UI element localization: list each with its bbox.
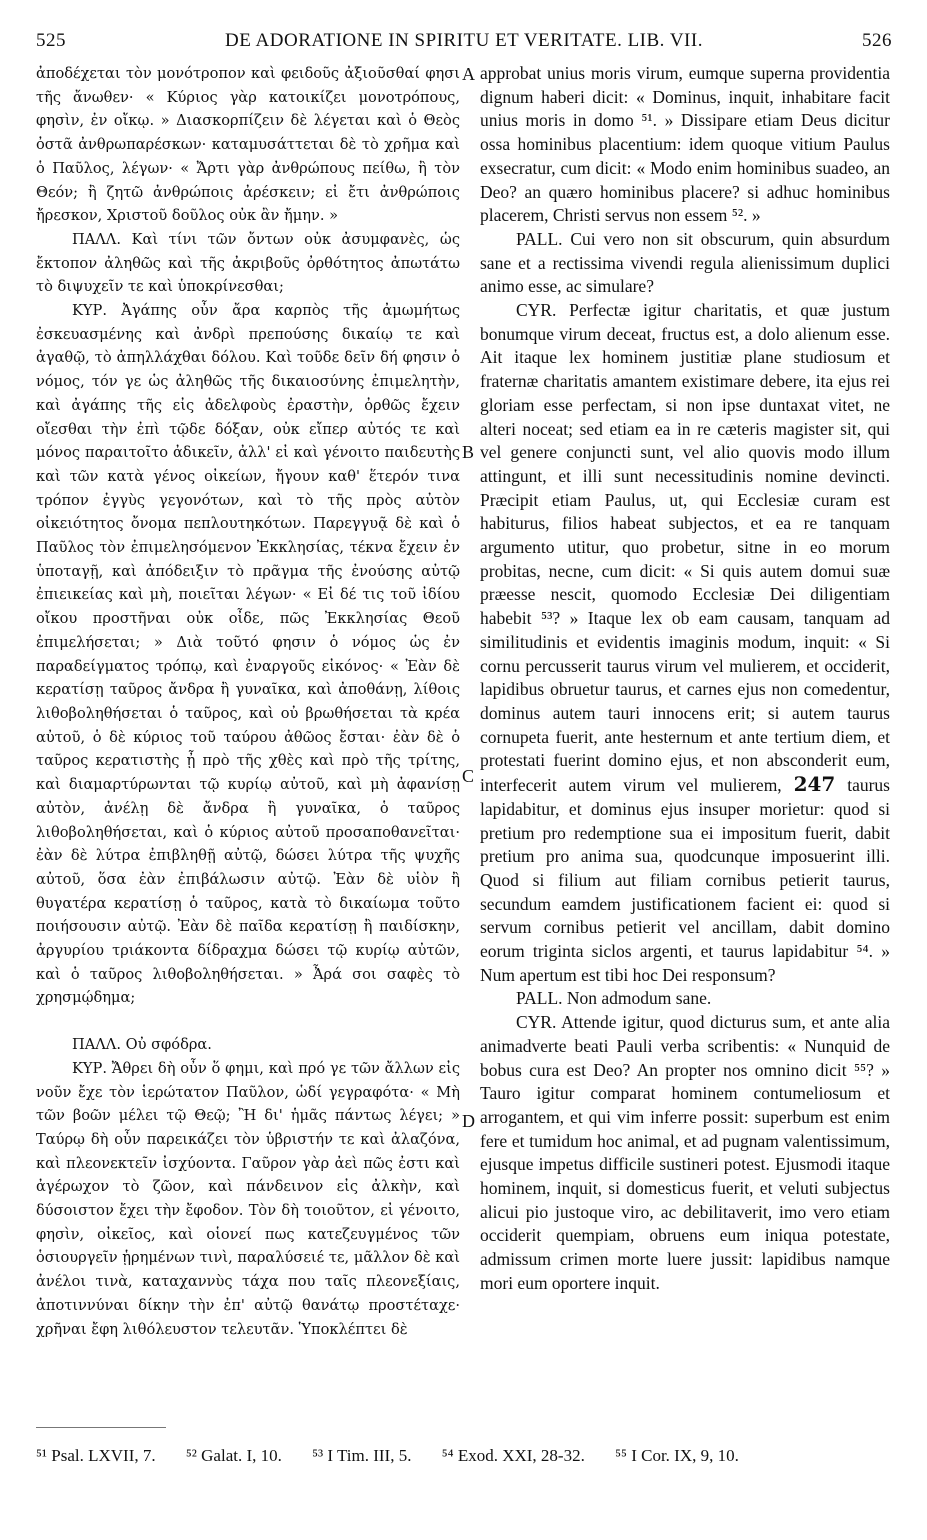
- greek-paragraph: ἀποδέχεται τὸν μονότροπον καὶ φειδοῦς ἀξιοῦσθαί φησι τῆς ἄνωθεν· « Κύριος γὰρ κατοικίζει μονοτρόπους, φησὶν, ἐν οἴκῳ. » Διασκορπίζειν δὲ λέγεται καὶ ὁ Θεὸς ὀστᾶ ἀνθρωπαρέσκων· καταμυσάττεται δὲ τὸ χρῆμα καὶ ὁ Παῦλος, λέγων· « Ἄρτι γὰρ ἀνθρώπους πείθω, ἢ τὸν Θεόν; ἢ ζητῶ ἀνθρώποις ἀρέσκειν; εἰ ἔτι ἀνθρώποις ἤρεσκον, Χριστοῦ δοῦλος οὐκ ἂν ἤμην. »: [36, 65, 460, 225]
- footnote: ⁵¹ Psal. LXVII, 7.: [36, 1446, 156, 1465]
- running-title: DE ADORATIONE IN SPIRITU ET VERITATE. LIB. VII.: [225, 30, 703, 51]
- greek-paragraph: ΚΥΡ. Ἀγάπης οὖν ἄρα καρπὸς τῆς ἀμωμήτως ἐσκευασμένης καὶ ἀνδρὶ πρεπούσης δικαίῳ τε καὶ ἀγαθῷ, τὸ ἀπηλλάχθαι δόλου. Καὶ τοῦδε δεῖν δή φησιν ὁ νόμος, τόν γε ὡς ἀληθῶς τῆς δικαιοσύνης ἐπιμελητὴν, καὶ ἀγάπης τῆς εἰς ἀδελφοὺς ἐραστὴν, ὀρθῶς ἔχειν οἴεσθαι τὴν ἐπὶ τῷδε δόξαν, οὐκ εἴπερ αὐτός τε καὶ μόνος παραιτοῖτο ἀδικεῖν, ἀλλ' εἰ καὶ γένοιτο παιδευτὴς καὶ τῶν κατὰ γένος οἰκείων, ἤγουν καθ' ἕτερόν τινα τρόπον ἐγγὺς γεγονότων, καὶ τὸ τῆς πρὸς αὐτὸν οἰκειότητος ὄνομα πεπλουτηκότων. Παρεγγυᾷ δὲ καὶ ὁ Παῦλος τὸν ἐπιμελησόμενον Ἐκκλησίας, τέκνα ἔχειν ἐν ὑποταγῇ, καὶ ἀπόδειξιν τὸ πρᾶγμα τῆς ἐνούσης αὐτῷ ἐπιεικείας καὶ μὴ, ποιεῖται λέγων· « Εἰ δέ τις τοῦ ἰδίου οἴκου προστῆναι οὐκ οἶδε, πῶς Ἐκκλησίας Θεοῦ ἐπιμελήσεται; » Διὰ τοῦτό φησιν ὁ νόμος ὡς ἐν παραδείγματος τρόπῳ, καὶ ἐναργοῦς εἰκόνος· « Ἐὰν δὲ κερατίσῃ ταῦρος ἄνδρα ἢ γυναῖκα, καὶ ἀποθάνῃ, λίθοις λιθοβοληθήσεται ὁ ταῦρος, καὶ οὐ βρωθήσεται τὰ κρέα αὐτοῦ, ὁ δὲ κύριος τοῦ ταύρου ἀθῶος ἔσται· ἐὰν δὲ ὁ ταῦρος κερατιστὴς ᾖ πρὸ τῆς χθὲς καὶ πρὸ τῆς τρίτης, καὶ διαμαρτύρωνται τῷ κυρίῳ αὐτοῦ, καὶ μὴ ἀφανίσῃ αὐτὸν, ἀνέλῃ δὲ ἄνδρα ἢ γυναῖκα, ὁ ταῦρος λιθοβοληθήσεται, καὶ ὁ κύριος αὐτοῦ προσαποθανεῖται· ἐὰν δὲ λύτρα ἐπιβληθῇ αὐτῷ, δώσει λύτρα τῆς ψυχῆς αὐτοῦ, ὅσα ἐὰν ἐπιβάλωσιν αὐτῷ. Ἐὰν δὲ υἱὸν ἢ θυγατέρα κερατίσῃ ὁ ταῦρος, κατὰ τὸ δικαίωμα τοῦτο ποιήσουσιν αὐτῷ. Ἐὰν δὲ παῖδα κερατίσῃ ἢ παιδίσκην, ἀργυρίου τριάκοντα δίδραχμα δώσει τῷ κυρίῳ αὐτῶν, καὶ ὁ ταῦρος λιθοβοληθήσεται. » Ἆρά σοι σαφὲς τὸ χρησμῴδημα;: [36, 302, 460, 1007]
- running-header: [36, 30, 892, 64]
- greek-paragraph: ΠΑΛΛ. Καὶ τίνι τῶν ὄντων οὐκ ἀσυμφανὲς, ὡς ἔκτοπον ἀληθῶς καὶ τῆς ἀκριβοῦς ὀρθότητος ἀπωτάτω τὸ διψυχεῖν τε καὶ ὑποκρίνεσθαι;: [36, 230, 460, 296]
- edition-page-number: 247: [793, 772, 836, 797]
- greek-paragraph: ΠΑΛΛ. Οὐ σφόδρα.: [72, 1036, 212, 1054]
- latin-text: taurus lapidabitur, et dominus ejus insuper morietur: quod si pretium pro redemptione sua ei impositum fuerit, dabit pretium pro anima sua, quodcunque imposuerint illi. Quod si filium aut filiam cornibus petierit taurus, secundum eamdem justificationem facient ei: quod si servum cornibus petierit vel ancillam, dabit domino eorum triginta siclos argenti, et taurus lapidabitur ⁵⁴. » Num apertum est tibi hoc Dei responsum?: [480, 775, 890, 985]
- margin-letter-b: B: [462, 442, 475, 462]
- footnote-rule: [36, 1427, 166, 1428]
- latin-paragraph: CYR. Attende igitur, quod dicturus sum, et ante alia animadverte beati Pauli verba scribentis: « Nunquid de bobus cura est Deo? An propter nos omnino dicit ⁵⁵? » Tauro igitur comparat hominem contumeliosum et arrogantem, et qui vim inferre possit: superbum est enim fere et tumidum hoc animal, et ad pugnam valentissimum, ejusque impetus difficile sustineri potest. Ejusmodi itaque hominem, inquit, si domesticus fuerit, et veluti subjectus alicui pio justoque viro, ac debilitaverit, imo vero etiam occiderit quempiam, obruens eum iniqua potestate, admissum crimen morte luere jussit: lapidibus namque mori eum oportere inquit.: [480, 1012, 890, 1293]
- greek-paragraph: ΚΥΡ. Ἄθρει δὴ οὖν ὅ φημι, καὶ πρό γε τῶν ἄλλων εἰς νοῦν ἔχε τὸν ἱερώτατον Παῦλον, ὡδί γεγραφότα· « Μὴ τῶν βοῶν μέλει τῷ Θεῷ; Ἢ δι' ἡμᾶς πάντως λέγει; » Ταύρῳ δὴ οὖν παρεικάζει τὸν ὑβριστήν τε καὶ ἀλαζόνα, καὶ πλεονεκτεῖν ἰσχύοντα. Γαῦρον γὰρ ἀεὶ πῶς ἐστι καὶ ἀγέρωχον τὸ ζῶον, καὶ πάνδεινον εἰς ἀλκὴν, καὶ δύσοιστον ἔχει τὴν ἔφοδον. Τὸν δὴ τοιοῦτον, εἰ γένοιτο, φησὶν, οἰκεῖος, καὶ οἱονεί πως κατεζευγμένος τῶν ὁσιουργεῖν ᾑρημένων τινὶ, παραλύσειέ τε, μᾶλλον δὲ καὶ ἀνέλοι τινὰ, καταχαννὺς τάχα που ταῖς πλεονεξίαις, ἀποτιννύναι δίκην τὴν ἐπ' αὐτῷ θανάτῳ προστέταχε· χρῆναι ἔφη λιθόλευστον τελευτᾶν. Ὑποκλέπτει δὲ: [36, 1059, 460, 1338]
- latin-column: [480, 62, 890, 1296]
- margin-letter-c: C: [462, 766, 475, 786]
- margin-letter-a: A: [462, 64, 475, 84]
- latin-paragraph: PALL. Cui vero non sit obscurum, quin absurdum sane et a rectissima vivendi regula alienissimum duplici animo esse, ac simulare?: [480, 228, 890, 297]
- latin-paragraph: PALL. Non admodum sane.: [516, 988, 712, 1009]
- footnote: ⁵⁵ I Cor. IX, 9, 10.: [615, 1446, 739, 1465]
- page-number-left: 525: [36, 30, 66, 51]
- latin-text: CYR. Perfectæ igitur charitatis, et quæ justum bonumque virum deceat, fructus est, a dolo alienum esse. Ait itaque lex hominem justitiæ plane studiosum et fraternæ charitatis amantem existimare debere, ita ejus rei gloriam esse perfectam, si non ipse duntaxat vitet, ne alteri noceat; sed etiam ea in re cæteris magister sit, qui vel genere conjuncti sunt, vel alio quovis modo illum attingunt, et illi sunt necessitudinis nomine devincti. Præcipit etiam Paulus, ut, qui Ecclesiæ curam est habiturus, filios habeat subjectos, et ea re tanquam argumento utitur, quo probetur, sitne in eo morum probitas, necne, cum dicit: « Si quis autem domui suæ præesse nescit, quomodo Ecclesiæ Dei diligentiam habebit ⁵³? » Itaque lex ob eam causam, tanquam ad similitudinis et evidentis imaginis modum, inquit: « Si cornu percusserit taurus virum vel mulierem, et occiderit, lapidibus obruetur taurus, et carnes ejus non comedentur, dominus autem tauri innocens erit; si autem taurus cornupeta fuerit, ante hesternum et ante tertium diem, et protestati fuerint domino ejus, et non absconderit eum, interfecerit autem virum vel mulierem,: [480, 300, 890, 796]
- footnote: ⁵⁴ Exod. XXI, 28-32.: [441, 1446, 585, 1465]
- footnote: ⁵³ I Tim. III, 5.: [312, 1446, 412, 1465]
- footnote: ⁵² Galat. I, 10.: [185, 1446, 282, 1465]
- margin-letter-d: D: [462, 1111, 475, 1131]
- latin-paragraph: approbat unius moris virum, eumque superna providentia dignum haberi dicit: « Dominus, inquit, inhabitare facit unius moris in domo ⁵¹. » Dissipare etiam Deus dicitur ossa hominibus placentium: idem quoque vitium Paulus exsecratur, cum dicit: « Modo enim hominibus suadeo, an Deo? an quæro hominibus placere? si adhuc hominibus placerem, Christi servus non essem ⁵². »: [480, 63, 890, 226]
- footnotes: [36, 1446, 892, 1466]
- page-number-right: 526: [862, 30, 892, 51]
- greek-column: [36, 62, 460, 1341]
- latin-paragraph: [480, 299, 890, 987]
